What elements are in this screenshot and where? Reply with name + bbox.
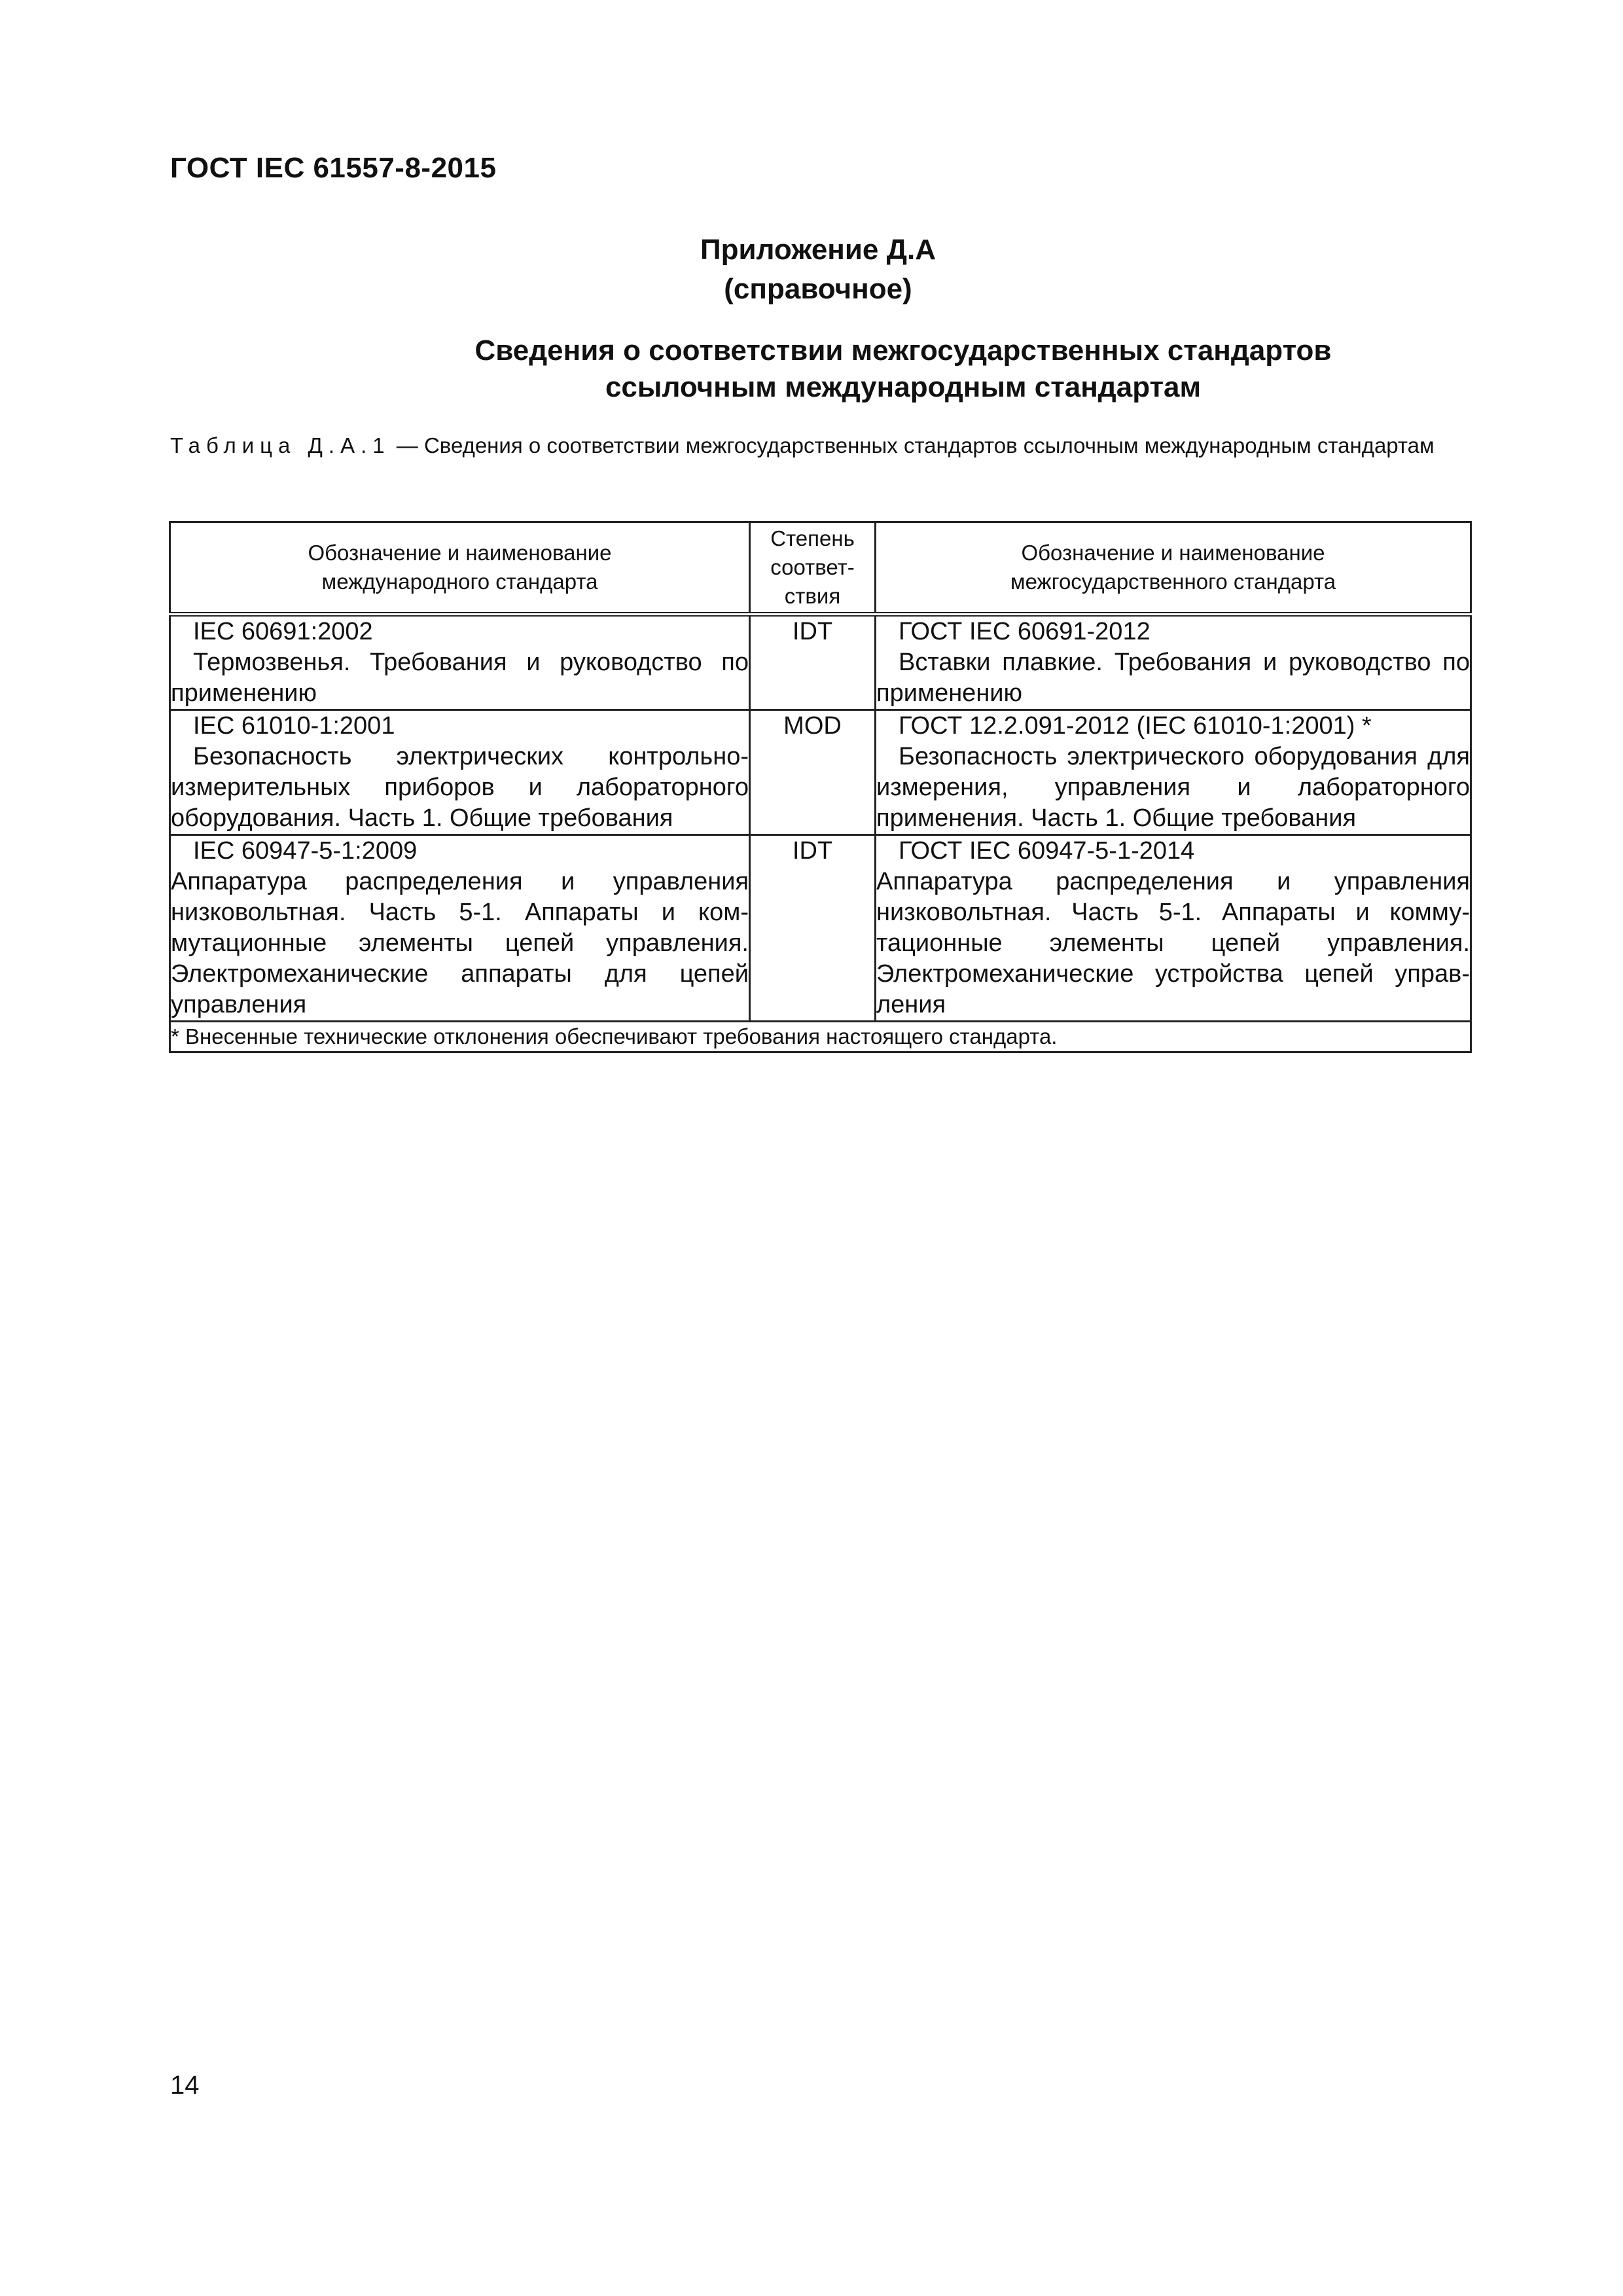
page-number: 14: [170, 2071, 200, 2100]
header-interstate-standard: Обозначение и наименование межгосударственного стандарта: [876, 522, 1471, 615]
interstate-standard-id: ГОСТ 12.2.091-2012 (IEC 61010-1:2001) *: [899, 712, 1372, 740]
section-title-line2: ссылочным международным стандартам: [605, 371, 1202, 403]
appendix-subtitle: (справочное): [724, 273, 912, 305]
appendix-heading: [170, 230, 1466, 309]
interstate-standard-title: Вставки плавкие. Требования и руководство по применению: [876, 649, 1470, 707]
interstate-standard-id: ГОСТ IEC 60947-5-1-2014: [899, 837, 1195, 865]
table-footnote: * Внесенные технические отклонения обеспечивают требования настоящего стандарта.: [170, 1022, 1471, 1052]
table-row: [170, 835, 1471, 1022]
appendix-title: Приложение Д.А: [700, 234, 936, 266]
section-title: [170, 332, 1623, 406]
interstate-standard-title: Безопасность электрического оборудования для измерения, управления и лабораторного применения. Часть 1. Общие требования: [876, 743, 1470, 832]
intl-standard-cell: [170, 835, 750, 1022]
degree-cell: IDT: [750, 835, 876, 1022]
intl-standard-id: IEC 60691:2002: [193, 618, 373, 645]
interstate-standard-id: ГОСТ IEC 60691-2012: [899, 618, 1150, 645]
interstate-standard-cell: [876, 710, 1471, 835]
table-row: [170, 615, 1471, 710]
intl-standard-title: Безопасность электрических контрольно-измерительных приборов и лабораторного оборудования. Часть 1. Общие требования: [171, 743, 749, 832]
section-title-line1: Сведения о соответствии межгосударственных стандартов: [474, 334, 1332, 367]
header-international-standard: Обозначение и наименование международного стандарта: [170, 522, 750, 615]
intl-standard-cell: [170, 710, 750, 835]
table-header-row: [170, 522, 1471, 615]
table-row: [170, 710, 1471, 835]
document-code: ГОСТ IEC 61557-8-2015: [170, 152, 497, 184]
degree-cell: MOD: [750, 710, 876, 835]
intl-standard-id: IEC 61010-1:2001: [193, 712, 395, 740]
degree-cell: IDT: [750, 615, 876, 710]
intl-standard-title: Термозвенья. Требования и руководство по применению: [171, 649, 749, 707]
intl-standard-id: IEC 60947-5-1:2009: [193, 837, 418, 865]
interstate-standard-cell: [876, 615, 1471, 710]
table-caption-text: — Сведения о соответствии межгосударственных стандартов ссылочным международным стандартам: [396, 433, 1435, 457]
interstate-standard-title: Аппаратура распределения и управления низковольтная. Часть 5-1. Аппараты и комму-тационные элементы цепей управления. Электромеханические устройства цепей управ-ления: [876, 868, 1470, 1018]
table-footnote-row: [170, 1022, 1471, 1052]
table-caption: [170, 432, 1466, 459]
intl-standard-cell: [170, 615, 750, 710]
table-caption-label: Таблица Д.А.1: [170, 433, 391, 457]
interstate-standard-cell: [876, 835, 1471, 1022]
standards-table: [169, 521, 1472, 1053]
header-degree: Степень соответ-ствия: [750, 522, 876, 615]
intl-standard-title: Аппаратура распределения и управления низковольтная. Часть 5-1. Аппараты и ком-мутационные элементы цепей управления. Электромеханические аппараты для цепей управления: [171, 868, 749, 1018]
